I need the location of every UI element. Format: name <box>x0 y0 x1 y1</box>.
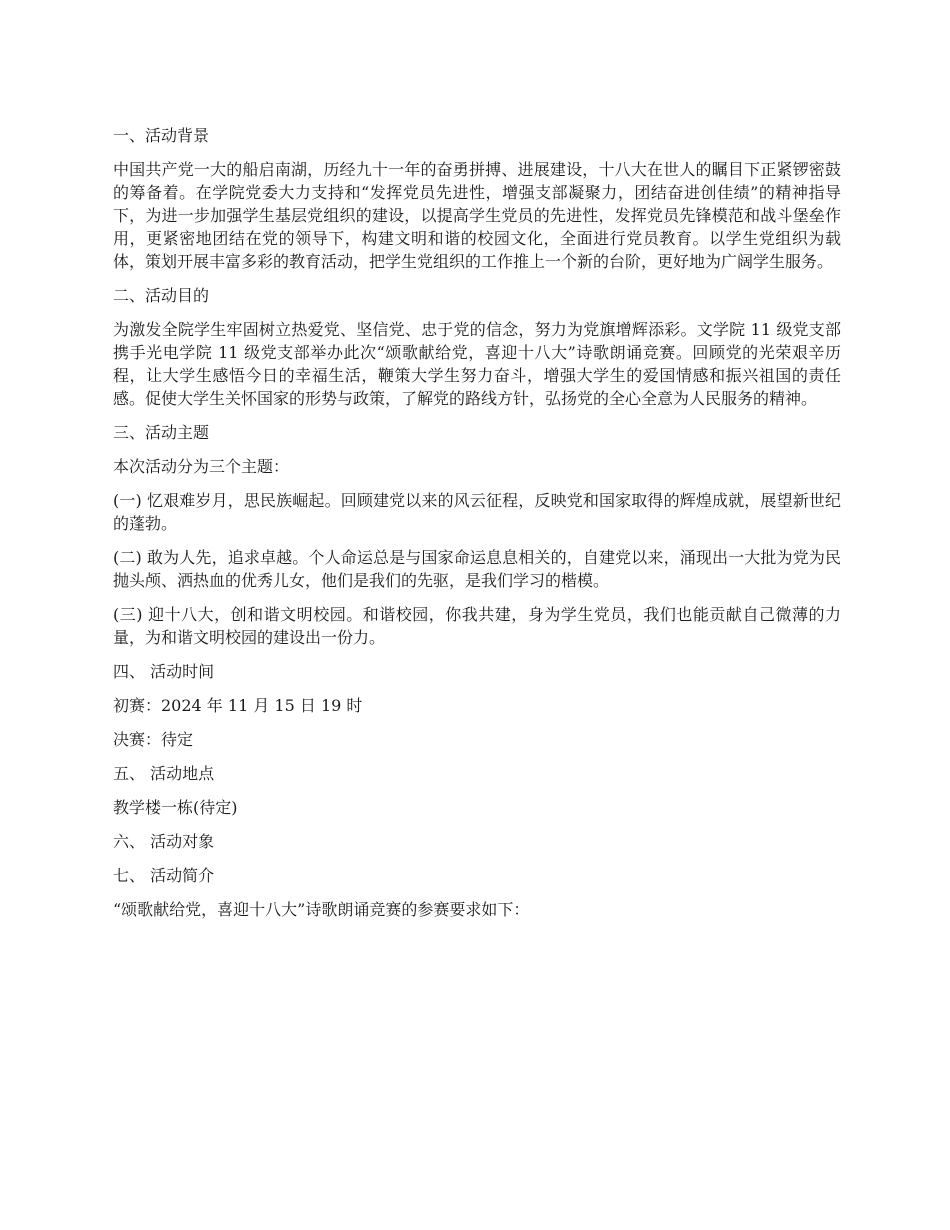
paragraph-purpose: 为激发全院学生牢固树立热爱党、坚信党、忠于党的信念，努力为党旗增辉添彩。文学院 11 级党支部携手光电学院 11 级党支部举办此次“颂歌献给党，喜迎十八大”诗歌朗诵竞赛。回顾党的光荣艰辛历程，让大学生感悟今日的幸福生活，鞭策大学生努力奋斗，增强大学生的爱国情感和振兴祖国的责任感。促使大学生关怀国家的形势与政策，了解党的路线方针，弘扬党的全心全意为人民服务的精神。 <box>113 320 841 408</box>
section-heading-background: 一、活动背景 <box>113 126 210 145</box>
paragraph-location: 教学楼一栋(待定) <box>113 798 238 817</box>
section-heading-overview: 七、 活动简介 <box>113 866 215 885</box>
section-heading-theme: 三、活动主题 <box>113 423 210 442</box>
document-page <box>113 124 841 932</box>
paragraph-preliminary: 初赛：2024 年 11 月 15 日 19 时 <box>113 696 363 715</box>
paragraph-theme-two: (二) 敢为人先，追求卓越。个人命运总是与国家命运息息相关的，自建党以来，涌现出一大批为党为民抛头颅、洒热血的优秀儿女，他们是我们的先驱，是我们学习的楷模。 <box>113 548 841 590</box>
paragraph-background: 中国共产党一大的船启南湖，历经九十一年的奋勇拼搏、进展建设，十八大在世人的瞩目下正紧锣密鼓的筹备着。在学院党委大力支持和“发挥党员先进性，增强支部凝聚力，团结奋进创佳绩”的精神指导下，为进一步加强学生基层党组织的建设，以提高学生党员的先进性，发挥党员先锋模范和战斗堡垒作用，更紧密地团结在党的领导下，构建文明和谐的校园文化，全面进行党员教育。以学生党组织为载体，策划开展丰富多彩的教育活动，把学生党组织的工作推上一个新的台阶，更好地为广阔学生服务。 <box>113 160 841 271</box>
paragraph-theme-three: (三) 迎十八大，创和谐文明校园。和谐校园，你我共建，身为学生党员，我们也能贡献自己微薄的力量，为和谐文明校园的建设出一份力。 <box>113 605 841 647</box>
section-heading-time: 四、 活动时间 <box>113 662 215 681</box>
section-heading-audience: 六、 活动对象 <box>113 832 215 851</box>
paragraph-theme-one: (一) 忆艰难岁月，思民族崛起。回顾建党以来的风云征程，反映党和国家取得的辉煌成就，展望新世纪的蓬勃。 <box>113 491 841 533</box>
paragraph-final: 决赛：待定 <box>113 730 194 749</box>
section-heading-location: 五、 活动地点 <box>113 764 215 783</box>
paragraph-theme-intro: 本次活动分为三个主题： <box>113 457 290 476</box>
paragraph-requirements: “颂歌献给党，喜迎十八大”诗歌朗诵竞赛的参赛要求如下： <box>113 900 530 919</box>
section-heading-purpose: 二、活动目的 <box>113 286 210 305</box>
